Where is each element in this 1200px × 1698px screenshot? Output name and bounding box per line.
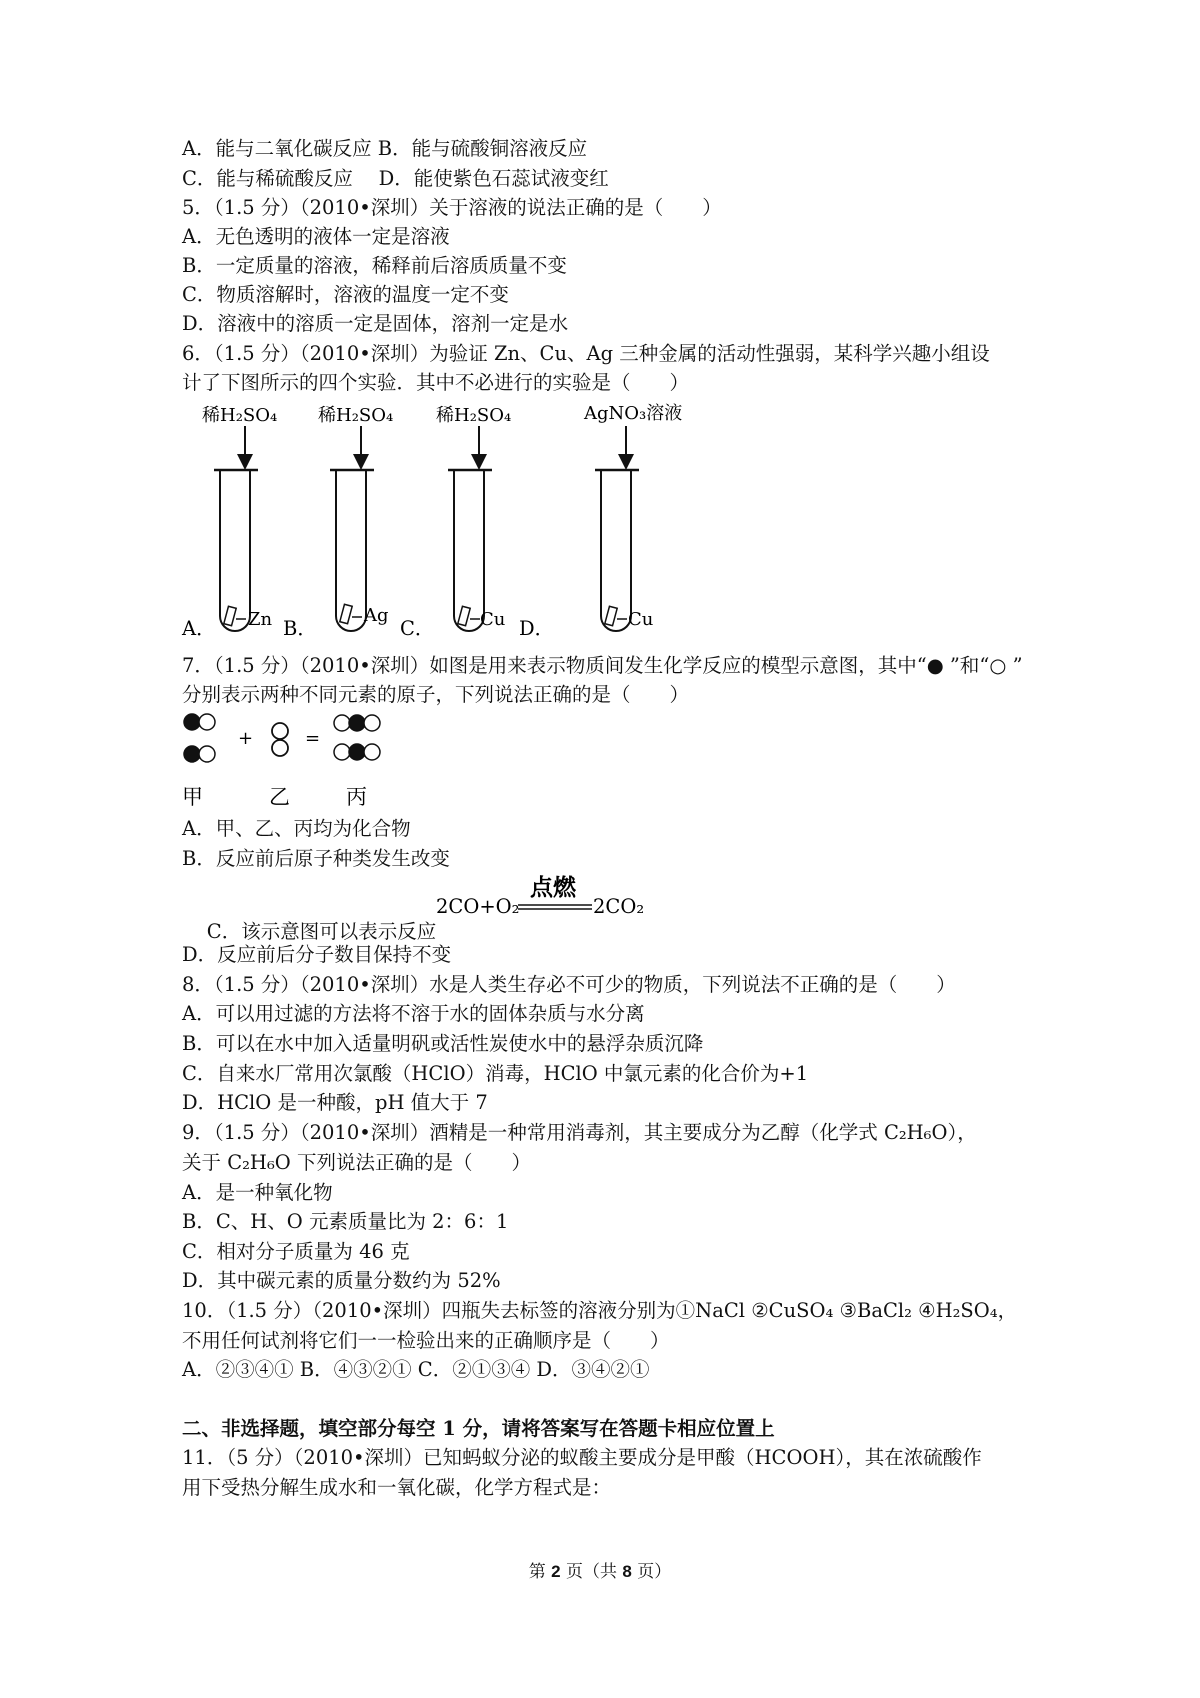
q8-stem: 8．（1.5 分）（2010•深圳）水是人类生存必不可少的物质，下列说法不正确的是（ ） [182, 973, 956, 996]
q9-option-d: D．其中碳元素的质量分数约为 52% [182, 1269, 501, 1292]
q7-reaction-equation [436, 868, 666, 924]
q9-stem-line2: 关于 C₂H₆O 下列说法正确的是（ ） [182, 1151, 531, 1174]
molecule-jia [184, 714, 215, 762]
q9-option-a: A．是一种氧化物 [182, 1181, 333, 1204]
label-bing: 丙 [346, 785, 367, 809]
footer-mid: 页（共 [560, 1562, 623, 1582]
equals-sign: = [305, 728, 321, 749]
tube-c-letter: C． [400, 617, 435, 640]
tube-d-reagent: AgNO₃溶液 [584, 403, 683, 424]
tube-b-letter: B． [283, 617, 317, 640]
tube-a-metal-strip [224, 606, 236, 625]
q10-stem-line1: 10．（1.5 分）（2010•深圳）四瓶失去标签的溶液分别为①NaCl ②CuSO₄ ③BaCl₂ ④H₂SO₄， [182, 1299, 1018, 1322]
tube-a-reagent: 稀H₂SO₄ [202, 405, 278, 426]
q5-option-b: B．一定质量的溶液，稀释前后溶质质量不变 [182, 254, 567, 277]
q8-option-b: B．可以在水中加入适量明矾或活性炭使水中的悬浮杂质沉降 [182, 1032, 704, 1055]
tube-c-metal: Cu [480, 609, 506, 630]
tube-b-reagent: 稀H₂SO₄ [318, 405, 394, 426]
tube-b-metal: Ag [364, 605, 389, 626]
molecule-yi [272, 723, 288, 756]
q7-stem-line1: 7．（1.5 分）（2010•深圳）如图是用来表示物质间发生化学反应的模型示意图，其中“● ”和“○ ” [182, 654, 1023, 677]
q7-option-c-prefix: C．该示意图可以表示反应 [206, 920, 437, 943]
q8-option-c: C．自来水厂常用次氯酸（HClO）消毒，HClO 中氯元素的化合价为+1 [182, 1062, 809, 1085]
footer-total-pages: 8 [622, 1562, 632, 1581]
tube-b [283, 405, 393, 640]
plus-sign: + [238, 728, 254, 749]
tube-c [400, 405, 511, 640]
footer-post: 页） [631, 1562, 672, 1582]
tube-b-metal-strip [340, 604, 352, 623]
q7-reaction-model-figure [180, 712, 400, 812]
q4-options-ab: A．能与二氧化碳反应 B．能与硫酸铜溶液反应 [182, 137, 588, 160]
footer-pre: 第 [528, 1562, 552, 1582]
q7-stem-line2: 分别表示两种不同元素的原子，下列说法正确的是（ ） [182, 683, 690, 706]
q7-option-b: B．反应前后原子种类发生改变 [182, 847, 450, 870]
footer-page-number: 2 [551, 1562, 561, 1581]
q11-stem-line1: 11．（5 分）（2010•深圳）已知蚂蚁分泌的蚁酸主要成分是甲酸（HCOOH），其在浓硫酸作 [182, 1446, 982, 1469]
q7-option-d: D．反应前后分子数目保持不变 [182, 943, 452, 966]
q6-stem-line1: 6．（1.5 分）（2010•深圳）为验证 Zn、Cu、Ag 三种金属的活动性强弱，某科学兴趣小组设 [182, 342, 990, 365]
tube-c-metal-strip [458, 606, 470, 625]
tube-a-metal: Zn [248, 609, 273, 630]
tube-c-reagent: 稀H₂SO₄ [436, 405, 512, 426]
q5-option-a: A．无色透明的液体一定是溶液 [182, 225, 450, 248]
page-footer [0, 1557, 1200, 1582]
q5-option-c: C．物质溶解时，溶液的温度一定不变 [182, 283, 509, 306]
q10-stem-line2: 不用任何试剂将它们一一检验出来的正确顺序是（ ） [182, 1329, 670, 1352]
label-yi: 乙 [269, 785, 290, 809]
q9-option-b: B．C、H、O 元素质量比为 2：6：1 [182, 1210, 509, 1233]
equation-products: 2CO₂ [593, 895, 645, 918]
q4-options-cd: C．能与稀硫酸反应 D．能使紫色石蕊试液变红 [182, 167, 609, 190]
tube-d-letter: D． [519, 617, 555, 640]
q8-option-a: A．可以用过滤的方法将不溶于水的固体杂质与水分离 [182, 1002, 645, 1025]
section2-heading: 二、非选择题，填空部分每空 1 分，请将答案写在答题卡相应位置上 [182, 1417, 775, 1440]
equation-reactants: 2CO+O₂ [436, 895, 520, 918]
q7-option-a: A．甲、乙、丙均为化合物 [182, 817, 411, 840]
q9-stem-line1: 9．（1.5 分）（2010•深圳）酒精是一种常用消毒剂，其主要成分为乙醇（化学式 C₂H₆O）， [182, 1121, 977, 1144]
molecule-bing [334, 715, 380, 760]
equation-condition: 点燃 [530, 874, 576, 901]
q6-stem-line2: 计了下图所示的四个实验．其中不必进行的实验是（ ） [182, 371, 690, 394]
q10-options: A．②③④① B．④③②① C．②①③④ D．③④②① [182, 1358, 650, 1381]
tube-a-letter: A． [182, 617, 216, 640]
tube-a [181, 405, 277, 640]
tube-d-metal-strip [605, 606, 617, 625]
q6-test-tube-figure [170, 396, 730, 642]
tube-d-metal: Cu [628, 609, 654, 630]
q8-option-d: D．HClO 是一种酸，pH 值大于 7 [182, 1091, 488, 1114]
q5-stem: 5．（1.5 分）（2010•深圳）关于溶液的说法正确的是（ ） [182, 196, 722, 219]
q9-option-c: C．相对分子质量为 46 克 [182, 1240, 410, 1263]
q5-option-d: D．溶液中的溶质一定是固体，溶剂一定是水 [182, 312, 569, 335]
tube-d [519, 403, 682, 640]
label-jia: 甲 [182, 785, 203, 809]
q11-stem-line2: 用下受热分解生成水和一氧化碳，化学方程式是： [182, 1476, 612, 1499]
